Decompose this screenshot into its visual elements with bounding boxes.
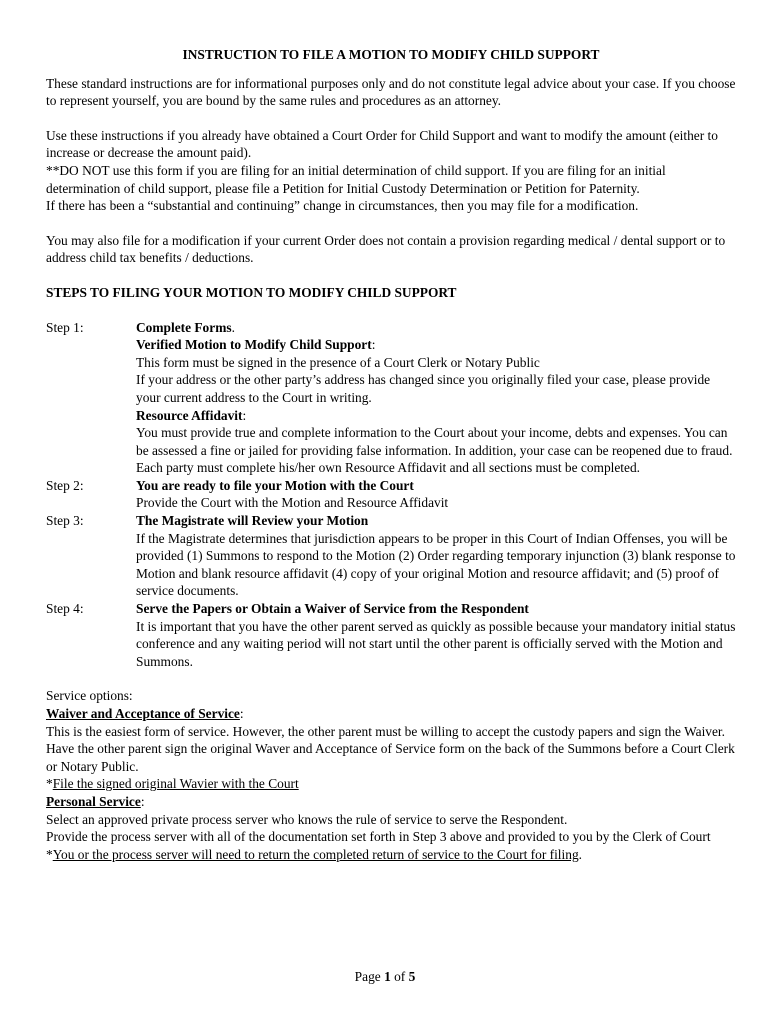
page-footer — [0, 968, 770, 986]
personal-service-heading: Personal Service: — [46, 793, 145, 809]
step-heading: The Magistrate will Review your Motion — [136, 513, 369, 529]
step-label: Step 2: — [46, 477, 84, 493]
step-label: Step 4: — [46, 601, 84, 617]
step-text: This form must be signed in the presence of a Court Clerk or Notary Public — [136, 354, 540, 370]
step-heading: Serve the Papers or Obtain a Waiver of Service from the Respondent — [136, 601, 529, 617]
step-body — [136, 512, 736, 600]
step-body — [136, 319, 736, 477]
of-word: of — [390, 969, 409, 984]
waiver-text: This is the easiest form of service. However, the other parent must be willing to accept the custody papers and sign the Waiver. Have the other parent sign the original Waver and Acceptance of Service form on the back of the Summons before a Court Clerk or Notary Public. — [46, 723, 735, 774]
step-text: It is important that you have the other parent served as quickly as possible because your mandatory initial status conference and any waiting period will not start until the other parent is officially served with the Motion and Summons. — [136, 618, 736, 669]
step-text: Each party must complete his/her own Resource Affidavit and all sections must be completed. — [136, 460, 641, 476]
step-text: If the Magistrate determines that jurisdiction appears to be proper in this Court of Indian Offenses, you will be provided (1) Summons to respond to the Motion (2) Order regarding temporary injunction (3) blank response to Motion and blank resource affidavit (4) copy of your original Motion and resource affidavit; and (5) proof of service documents. — [136, 530, 736, 599]
step-label: Step 3: — [46, 513, 84, 529]
step-2 — [46, 477, 736, 512]
step-body — [136, 600, 736, 670]
usage-line-3: If there has been a “substantial and continuing” change in circumstances, then you may file for a modification. — [46, 198, 639, 214]
usage-line-1: Use these instructions if you already have obtained a Court Order for Child Support and want to modify the amount (either to increase or decrease the amount paid). — [46, 127, 718, 161]
step-heading: You are ready to file your Motion with the Court — [136, 477, 414, 493]
document-title: INSTRUCTION TO FILE A MOTION TO MODIFY CHILD SUPPORT — [182, 47, 600, 62]
usage-line-2: **DO NOT use this form if you are filing for an initial determination of child support. If you are filing for an initial determination of child support, please file a Petition for Initial Custody Determination or Petition for Paternity. — [46, 162, 666, 196]
subsection-heading: Verified Motion to Modify Child Support: — [136, 337, 376, 353]
step-1 — [46, 319, 736, 477]
personal-service-line-2: Provide the process server with all of the documentation set forth in Step 3 above and provided to you by the Clerk of Court — [46, 829, 711, 845]
document-page — [46, 46, 736, 863]
step-text: Provide the Court with the Motion and Resource Affidavit — [136, 495, 449, 511]
waiver-note: *File the signed original Wavier with the Court — [46, 776, 299, 792]
service-options-intro: Service options: — [46, 688, 133, 704]
also-paragraph: You may also file for a modification if your current Order does not contain a provision regarding medical / dental support or to address child tax benefits / deductions. — [46, 232, 726, 266]
step-body — [136, 477, 736, 512]
step-label: Step 1: — [46, 319, 84, 335]
page-number: 1 — [384, 969, 391, 984]
waiver-heading: Waiver and Acceptance of Service: — [46, 706, 244, 721]
steps-heading: STEPS TO FILING YOUR MOTION TO MODIFY CHILD SUPPORT — [46, 284, 457, 300]
page-total: 5 — [408, 969, 416, 984]
step-heading: Complete Forms. — [136, 319, 235, 335]
intro-paragraph: These standard instructions are for informational purposes only and do not constitute legal advice about your case. If you choose to represent yourself, you are bound by the same rules and procedures as an attorney. — [46, 75, 736, 109]
personal-service-note: *You or the process server will need to return the completed return of service to the Court for filing. — [46, 846, 582, 862]
subsection-heading: Resource Affidavit: — [136, 407, 247, 423]
step-3 — [46, 512, 736, 600]
step-text: If your address or the other party’s address has changed since you originally filed your case, please provide your current address to the Court in writing. — [136, 372, 711, 405]
step-4 — [46, 600, 736, 670]
step-text: You must provide true and complete information to the Court about your income, debts and expenses. You can be assessed a fine or jailed for providing false information. In addition, your case can be reopened due to fraud. — [136, 425, 733, 458]
personal-service-line-1: Select an approved private process server who knows the rule of service to serve the Respondent. — [46, 811, 568, 827]
page-word: Page — [354, 969, 385, 984]
